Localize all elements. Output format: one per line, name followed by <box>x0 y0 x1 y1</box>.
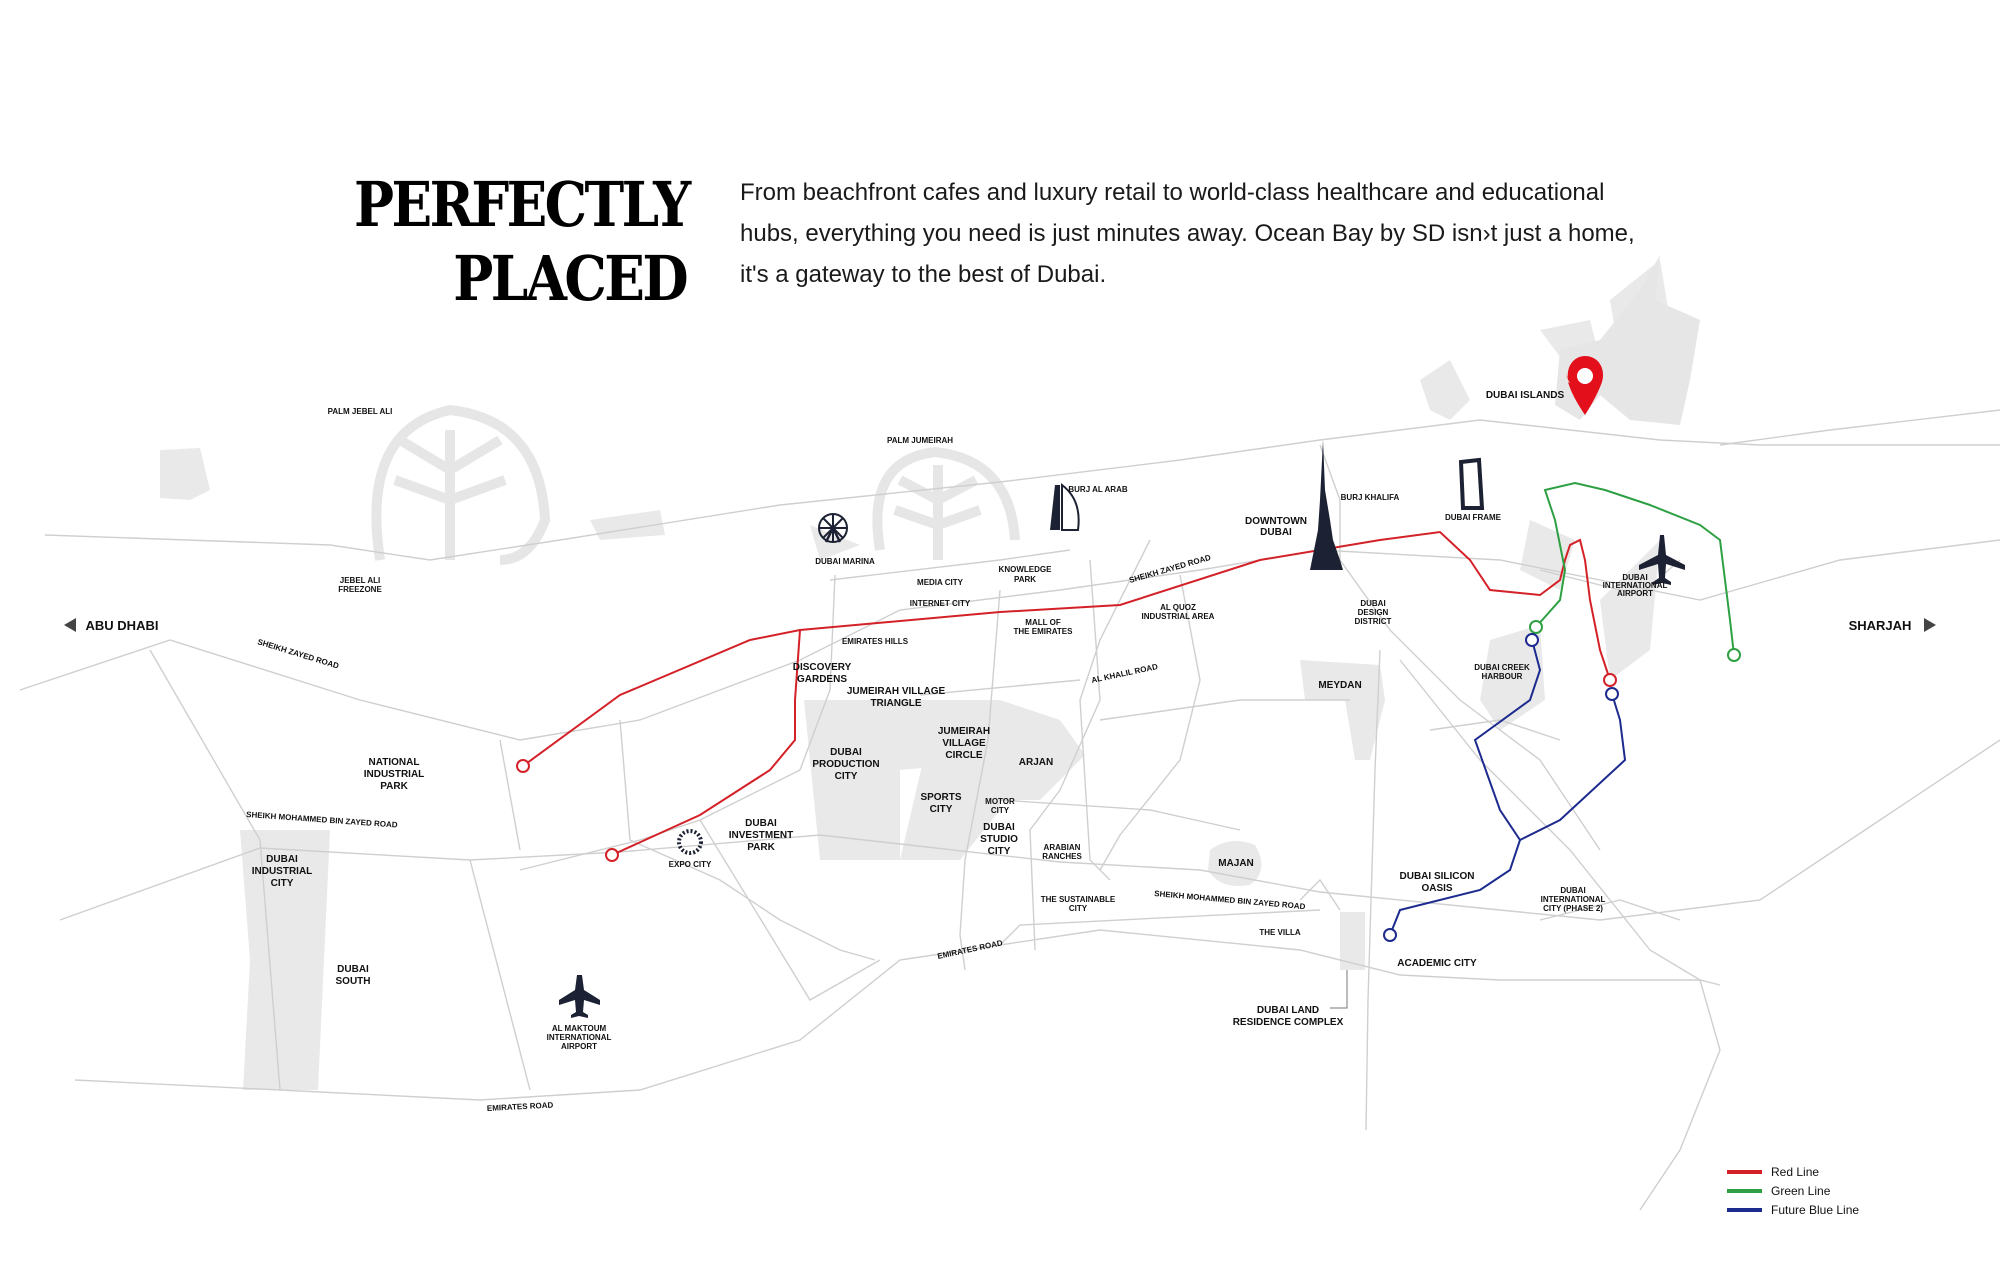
label-the-villa: THE VILLA <box>1259 928 1301 937</box>
label-discovery-gardens: DISCOVERY GARDENS <box>792 662 852 685</box>
label-dubai-marina: DUBAI MARINA <box>815 557 875 566</box>
label-arjan: ARJAN <box>1018 757 1054 768</box>
legend-red-label: Red Line <box>1771 1165 1820 1179</box>
label-al-quoz: AL QUOZ INDUSTRIAL AREA <box>1141 603 1215 621</box>
label-national-industrial-park: NATIONAL INDUSTRIAL PARK <box>363 757 425 792</box>
label-dubai-south: DUBAI SOUTH <box>335 964 371 987</box>
road-smbz-east: SHEIKH MOHAMMED BIN ZAYED ROAD <box>1153 889 1306 912</box>
label-motor-city: MOTOR CITY <box>985 797 1015 815</box>
arrow-right-icon <box>1924 618 1936 632</box>
title-line-2: PLACED <box>453 242 686 315</box>
road-emirates-south: EMIRATES ROAD <box>486 1100 554 1113</box>
legend-green-label: Green Line <box>1771 1184 1831 1198</box>
road-emirates-mid: EMIRATES ROAD <box>936 938 1004 961</box>
label-jvt: JUMEIRAH VILLAGE TRIANGLE <box>846 686 946 709</box>
direction-sharjah: SHARJAH <box>1848 618 1912 633</box>
label-dubai-production-city: DUBAI PRODUCTION CITY <box>812 747 880 782</box>
arrow-left-icon <box>64 618 76 632</box>
leader-line <box>1330 970 1347 1008</box>
label-dubai-studio-city: DUBAI STUDIO CITY <box>980 822 1018 857</box>
label-media-city: MEDIA CITY <box>917 578 963 587</box>
label-international-city-phase2: DUBAI INTERNATIONAL CITY (PHASE 2) <box>1540 886 1606 913</box>
label-sports-city: SPORTS CITY <box>920 792 962 815</box>
label-emirates-hills: EMIRATES HILLS <box>841 637 909 646</box>
label-dubai-investment-park: DUBAI INVESTMENT PARK <box>728 818 794 853</box>
label-burj-khalifa: BURJ KHALIFA <box>1340 493 1400 502</box>
label-arabian-ranches: ARABIAN RANCHES <box>1042 843 1082 861</box>
road-sheikh-zayed-west: SHEIKH ZAYED ROAD <box>256 637 340 671</box>
label-academic-city: ACADEMIC CITY <box>1397 958 1477 969</box>
legend-blue-label: Future Blue Line <box>1771 1203 1860 1217</box>
label-dxb: DUBAI INTERNATIONAL AIRPORT <box>1602 573 1668 598</box>
road-sheikh-zayed-east: SHEIKH ZAYED ROAD <box>1128 552 1212 585</box>
label-meydan: MEYDAN <box>1318 680 1362 691</box>
label-d3: DUBAI DESIGN DISTRICT <box>1354 599 1392 626</box>
label-dubai-land-residence-complex: DUBAI LAND RESIDENCE COMPLEX <box>1232 1005 1344 1028</box>
label-mall-of-emirates: MALL OF THE EMIRATES <box>1013 618 1073 636</box>
label-burj-al-arab: BURJ AL ARAB <box>1068 485 1128 494</box>
title-line-1: PERFECTLY <box>354 168 689 241</box>
label-jebel-ali-freezone: JEBEL ALI FREEZONE <box>338 576 382 594</box>
palm-jebel-ali-shape <box>376 410 545 560</box>
label-dubai-silicon-oasis: DUBAI SILICON OASIS <box>1399 871 1475 894</box>
label-internet-city: INTERNET CITY <box>909 599 971 608</box>
palm-jumeirah-shape <box>877 452 1015 560</box>
label-palm-jebel-ali: PALM JEBEL ALI <box>327 407 393 416</box>
label-dubai-frame: DUBAI FRAME <box>1445 513 1501 522</box>
label-sustainable-city: THE SUSTAINABLE CITY <box>1040 895 1116 913</box>
dubai-eye-icon <box>819 514 847 542</box>
legend <box>1727 1165 1859 1217</box>
label-palm-jumeirah: PALM JUMEIRAH <box>886 436 954 445</box>
road-al-khalil: AL KHALIL ROAD <box>1090 662 1159 685</box>
label-dubai-industrial-city: DUBAI INDUSTRIAL CITY <box>251 854 313 889</box>
intro-paragraph: From beachfront cafes and luxury retail to world-class healthcare and educational hubs, everything you need is just minutes away. Ocean Bay by SD isn›t just a home, it's a gateway to the best of Dubai. <box>740 179 1635 288</box>
dubai-frame-icon <box>1461 460 1482 508</box>
red-line <box>523 532 1610 855</box>
label-knowledge-park: KNOWLEDGE PARK <box>998 565 1052 584</box>
label-dubai-islands: DUBAI ISLANDS <box>1485 390 1565 401</box>
label-al-maktoum-airport: AL MAKTOUM INTERNATIONAL AIRPORT <box>546 1024 612 1051</box>
label-dubai-creek-harbour: DUBAI CREEK HARBOUR <box>1474 663 1530 681</box>
label-majan: MAJAN <box>1218 858 1254 869</box>
direction-abu-dhabi: ABU DHABI <box>85 618 159 633</box>
road-smbz-west: SHEIKH MOHAMMED BIN ZAYED ROAD <box>245 810 398 830</box>
dwc-airport-icon <box>559 975 600 1018</box>
label-expo-city: EXPO CITY <box>668 860 712 869</box>
expo-city-icon <box>679 831 701 853</box>
label-jvc: JUMEIRAH VILLAGE CIRCLE <box>937 726 991 761</box>
label-downtown-dubai: DOWNTOWN DUBAI <box>1244 516 1308 538</box>
